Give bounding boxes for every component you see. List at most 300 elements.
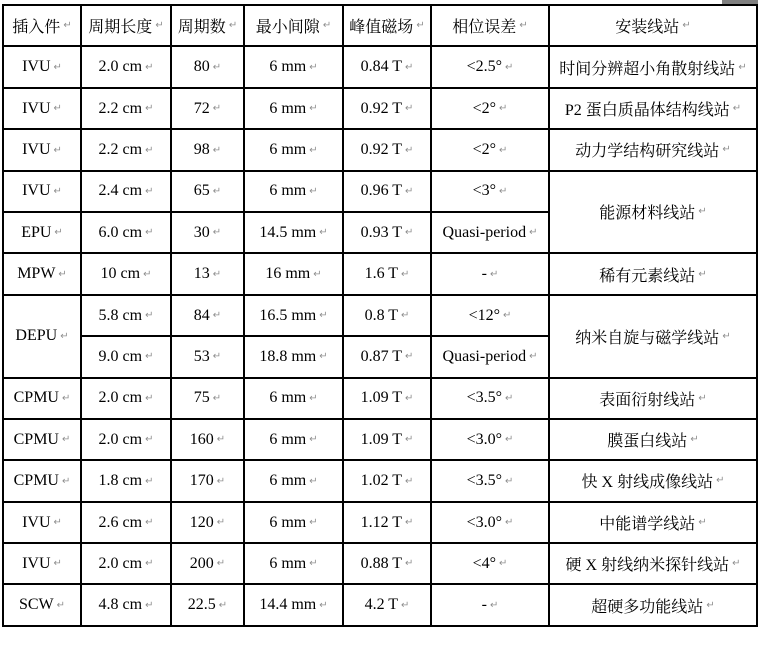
paragraph-mark-icon: ↵ xyxy=(309,61,318,73)
paragraph-mark-icon: ↵ xyxy=(212,185,222,197)
paragraph-mark-icon: ↵ xyxy=(309,392,318,404)
column-header-label: 最小间隙 xyxy=(255,19,320,37)
paragraph-mark-icon: ↵ xyxy=(53,517,62,529)
cell-peak-field xyxy=(343,295,431,336)
paragraph-mark-icon: ↵ xyxy=(145,103,154,115)
paragraph-mark-icon: ↵ xyxy=(505,475,514,487)
paragraph-mark-icon: ↵ xyxy=(698,516,707,528)
cell-period-length xyxy=(81,543,171,584)
paragraph-mark-icon: ↵ xyxy=(405,185,414,197)
cell-text: 1.6 T xyxy=(364,265,399,283)
cell-period-length xyxy=(81,212,171,253)
paragraph-mark-icon: ↵ xyxy=(212,61,222,73)
column-header-period-count xyxy=(171,5,244,46)
paragraph-mark-icon: ↵ xyxy=(529,227,538,239)
paragraph-mark-icon: ↵ xyxy=(322,20,332,32)
cell-text: 6 mm xyxy=(269,141,307,159)
cell-text: 9.0 cm xyxy=(98,347,143,365)
cell-period-length xyxy=(81,295,171,336)
paragraph-mark-icon: ↵ xyxy=(216,475,226,487)
paragraph-mark-icon: ↵ xyxy=(53,558,62,570)
cell-text: 1.09 T xyxy=(360,430,403,448)
cell-phase-error xyxy=(431,212,549,253)
cell-text: 6 mm xyxy=(269,389,307,407)
cell-peak-field xyxy=(343,584,431,625)
table-body xyxy=(3,46,757,625)
cell-text: IVU xyxy=(22,513,51,531)
paragraph-mark-icon: ↵ xyxy=(145,351,154,363)
paragraph-mark-icon: ↵ xyxy=(218,599,228,611)
cell-phase-error xyxy=(431,543,549,584)
paragraph-mark-icon: ↵ xyxy=(309,434,318,446)
cell-text: 120 xyxy=(189,513,214,531)
table-row xyxy=(3,378,757,419)
cell-phase-error xyxy=(431,46,549,87)
cell-text: 5.8 cm xyxy=(98,306,143,324)
cell-beamline xyxy=(549,378,757,419)
cell-period-count xyxy=(171,584,244,625)
paragraph-mark-icon: ↵ xyxy=(401,268,410,280)
paragraph-mark-icon: ↵ xyxy=(228,20,238,32)
cell-peak-field xyxy=(343,543,431,584)
cell-text: 22.5 xyxy=(187,596,216,614)
cell-period-count xyxy=(171,543,244,584)
paragraph-mark-icon: ↵ xyxy=(405,475,414,487)
cell-text: 18.8 mm xyxy=(259,347,317,365)
paragraph-mark-icon: ↵ xyxy=(499,558,508,570)
cell-text: IVU xyxy=(22,554,51,572)
paragraph-mark-icon: ↵ xyxy=(698,392,707,404)
cell-text: 4.2 T xyxy=(364,596,399,614)
paragraph-mark-icon: ↵ xyxy=(505,434,514,446)
cell-text: 75 xyxy=(193,389,210,407)
paragraph-mark-icon: ↵ xyxy=(145,61,154,73)
paragraph-mark-icon: ↵ xyxy=(53,61,62,73)
cell-text: 稀有元素线站 xyxy=(599,267,696,285)
paragraph-mark-icon: ↵ xyxy=(682,20,691,32)
cell-text: 6 mm xyxy=(269,182,307,200)
paragraph-mark-icon: ↵ xyxy=(212,227,222,239)
cell-period-length xyxy=(81,336,171,377)
paragraph-mark-icon: ↵ xyxy=(405,392,414,404)
cell-insertion-device xyxy=(3,543,81,584)
table-row xyxy=(3,502,757,543)
column-header-peak-field xyxy=(343,5,431,46)
cell-min-gap xyxy=(244,129,343,170)
cell-insertion-device xyxy=(3,253,81,294)
paragraph-mark-icon: ↵ xyxy=(212,392,222,404)
cell-phase-error xyxy=(431,378,549,419)
cell-text: 98 xyxy=(193,141,210,159)
paragraph-mark-icon: ↵ xyxy=(212,103,222,115)
cell-peak-field xyxy=(343,378,431,419)
cell-period-count xyxy=(171,46,244,87)
paragraph-mark-icon: ↵ xyxy=(212,310,222,322)
paragraph-mark-icon: ↵ xyxy=(145,392,154,404)
cell-phase-error xyxy=(431,336,549,377)
paragraph-mark-icon: ↵ xyxy=(145,434,154,446)
paragraph-mark-icon: ↵ xyxy=(405,434,414,446)
cell-peak-field xyxy=(343,46,431,87)
cell-min-gap xyxy=(244,336,343,377)
cell-insertion-device xyxy=(3,212,81,253)
table-row xyxy=(3,46,757,87)
paragraph-mark-icon: ↵ xyxy=(405,351,414,363)
cell-text: CPMU xyxy=(13,430,59,448)
cell-text: Quasi-period xyxy=(442,223,527,241)
cell-period-length xyxy=(81,46,171,87)
cell-text: 14.5 mm xyxy=(259,223,317,241)
cell-period-length xyxy=(81,378,171,419)
cell-text: 200 xyxy=(189,554,214,572)
cell-text: <3.5° xyxy=(466,472,503,490)
cell-peak-field xyxy=(343,460,431,501)
paragraph-mark-icon: ↵ xyxy=(212,351,222,363)
column-header-label: 安装线站 xyxy=(615,19,680,37)
column-header-label: 周期长度 xyxy=(88,19,153,37)
cell-text: 超硬多功能线站 xyxy=(591,598,704,616)
table-row xyxy=(3,88,757,129)
cell-text: 2.0 cm xyxy=(98,430,143,448)
cell-insertion-device xyxy=(3,295,81,378)
cell-phase-error xyxy=(431,502,549,543)
paragraph-mark-icon: ↵ xyxy=(319,599,328,611)
paragraph-mark-icon: ↵ xyxy=(405,558,414,570)
paragraph-mark-icon: ↵ xyxy=(489,599,499,611)
cell-peak-field xyxy=(343,171,431,212)
paragraph-mark-icon: ↵ xyxy=(499,185,508,197)
cell-text: 硬 X 射线纳米探针线站 xyxy=(565,557,730,575)
paragraph-mark-icon: ↵ xyxy=(405,61,414,73)
column-header-period-length xyxy=(81,5,171,46)
paragraph-mark-icon: ↵ xyxy=(145,185,154,197)
cell-text: DEPU xyxy=(15,327,58,345)
paragraph-mark-icon: ↵ xyxy=(145,144,154,156)
cell-peak-field xyxy=(343,253,431,294)
cell-insertion-device xyxy=(3,88,81,129)
cell-peak-field xyxy=(343,419,431,460)
cell-min-gap xyxy=(244,419,343,460)
cell-text: 2.2 cm xyxy=(98,99,143,117)
paragraph-mark-icon: ↵ xyxy=(216,558,226,570)
cell-text: 13 xyxy=(193,265,210,283)
cell-text: 6 mm xyxy=(269,513,307,531)
paragraph-mark-icon: ↵ xyxy=(54,227,63,239)
paragraph-mark-icon: ↵ xyxy=(732,102,742,114)
cell-text: <12° xyxy=(468,306,501,324)
paragraph-mark-icon: ↵ xyxy=(503,310,512,322)
cell-phase-error xyxy=(431,584,549,625)
cell-text: - xyxy=(481,265,487,283)
cell-text: 16 mm xyxy=(265,265,311,283)
table-row xyxy=(3,419,757,460)
paragraph-mark-icon: ↵ xyxy=(499,144,508,156)
column-header-insertion-device xyxy=(3,5,81,46)
paragraph-mark-icon: ↵ xyxy=(489,268,499,280)
cell-period-length xyxy=(81,584,171,625)
column-header-min-gap xyxy=(244,5,343,46)
cell-min-gap xyxy=(244,295,343,336)
cell-text: 表面衍射线站 xyxy=(599,391,696,409)
cell-text: 1.09 T xyxy=(360,389,403,407)
cell-text: 0.92 T xyxy=(360,99,403,117)
cell-peak-field xyxy=(343,129,431,170)
paragraph-mark-icon: ↵ xyxy=(145,517,154,529)
cell-text: 0.96 T xyxy=(360,182,403,200)
cell-min-gap xyxy=(244,253,343,294)
cell-phase-error xyxy=(431,460,549,501)
cell-period-length xyxy=(81,502,171,543)
cell-text: IVU xyxy=(22,182,51,200)
cell-period-count xyxy=(171,88,244,129)
cell-text: <2° xyxy=(472,99,497,117)
cell-text: 能源材料线站 xyxy=(599,205,696,223)
paragraph-mark-icon: ↵ xyxy=(143,268,152,280)
cell-peak-field xyxy=(343,212,431,253)
cell-peak-field xyxy=(343,502,431,543)
cell-period-count xyxy=(171,502,244,543)
cell-text: 6 mm xyxy=(269,99,307,117)
paragraph-mark-icon: ↵ xyxy=(401,599,410,611)
table-row xyxy=(3,253,757,294)
paragraph-mark-icon: ↵ xyxy=(63,20,72,32)
paragraph-mark-icon: ↵ xyxy=(145,310,154,322)
cell-text: 0.88 T xyxy=(360,554,403,572)
cell-period-count xyxy=(171,378,244,419)
cell-text: 2.0 cm xyxy=(98,58,143,76)
cell-beamline xyxy=(549,419,757,460)
cell-insertion-device xyxy=(3,502,81,543)
cell-text: 1.12 T xyxy=(360,513,403,531)
paragraph-mark-icon: ↵ xyxy=(212,268,222,280)
cell-text: 84 xyxy=(193,306,210,324)
cell-text: 2.6 cm xyxy=(98,513,143,531)
column-header-phase-error xyxy=(431,5,549,46)
table-header-row xyxy=(3,5,757,46)
paragraph-mark-icon: ↵ xyxy=(309,558,318,570)
paragraph-mark-icon: ↵ xyxy=(505,517,514,529)
cell-period-count xyxy=(171,129,244,170)
paragraph-mark-icon: ↵ xyxy=(716,475,725,487)
cell-min-gap xyxy=(244,460,343,501)
column-header-label: 峰值磁场 xyxy=(349,19,414,37)
cell-phase-error xyxy=(431,88,549,129)
cell-period-length xyxy=(81,253,171,294)
cell-period-length xyxy=(81,419,171,460)
paragraph-mark-icon: ↵ xyxy=(319,227,328,239)
paragraph-mark-icon: ↵ xyxy=(505,61,514,73)
cell-peak-field xyxy=(343,336,431,377)
cell-text: Quasi-period xyxy=(442,347,527,365)
cell-text: CPMU xyxy=(13,472,59,490)
paragraph-mark-icon: ↵ xyxy=(319,310,328,322)
cell-text: 膜蛋白线站 xyxy=(607,433,688,451)
paragraph-mark-icon: ↵ xyxy=(216,434,226,446)
cell-insertion-device xyxy=(3,419,81,460)
cell-min-gap xyxy=(244,584,343,625)
cell-text: <3.0° xyxy=(466,513,503,531)
paragraph-mark-icon: ↵ xyxy=(61,392,71,404)
cell-period-length xyxy=(81,88,171,129)
cell-text: 160 xyxy=(189,430,214,448)
cell-text: 1.02 T xyxy=(360,472,403,490)
cell-beamline xyxy=(549,253,757,294)
cell-min-gap xyxy=(244,378,343,419)
cell-period-count xyxy=(171,295,244,336)
cell-text: 0.87 T xyxy=(360,347,403,365)
paragraph-mark-icon: ↵ xyxy=(405,103,414,115)
cell-text: 6 mm xyxy=(269,472,307,490)
column-header-label: 周期数 xyxy=(177,19,226,37)
paragraph-mark-icon: ↵ xyxy=(309,103,318,115)
cell-text: 2.4 cm xyxy=(98,182,143,200)
paragraph-mark-icon: ↵ xyxy=(505,392,514,404)
cell-beamline xyxy=(549,171,757,254)
cell-min-gap xyxy=(244,212,343,253)
cell-beamline xyxy=(549,460,757,501)
cell-text: 6 mm xyxy=(269,58,307,76)
cell-text: 2.0 cm xyxy=(98,389,143,407)
cell-text: 14.4 mm xyxy=(259,596,317,614)
cell-text: 2.2 cm xyxy=(98,141,143,159)
cell-text: P2 蛋白质晶体结构线站 xyxy=(564,101,730,119)
cell-phase-error xyxy=(431,171,549,212)
cell-period-count xyxy=(171,171,244,212)
cell-insertion-device xyxy=(3,378,81,419)
paragraph-mark-icon: ↵ xyxy=(738,61,747,73)
paragraph-mark-icon: ↵ xyxy=(499,103,508,115)
cell-text: <3.5° xyxy=(466,389,503,407)
table-row xyxy=(3,584,757,625)
cell-peak-field xyxy=(343,88,431,129)
cell-period-count xyxy=(171,460,244,501)
paragraph-mark-icon: ↵ xyxy=(145,558,154,570)
cell-insertion-device xyxy=(3,129,81,170)
cell-period-length xyxy=(81,129,171,170)
cell-text: 6.0 cm xyxy=(98,223,143,241)
paragraph-mark-icon: ↵ xyxy=(706,599,715,611)
paragraph-mark-icon: ↵ xyxy=(61,434,71,446)
cell-text: 1.8 cm xyxy=(98,472,143,490)
cell-period-count xyxy=(171,419,244,460)
column-header-beamline xyxy=(549,5,757,46)
cell-beamline xyxy=(549,543,757,584)
cell-text: 6 mm xyxy=(269,430,307,448)
paragraph-mark-icon: ↵ xyxy=(319,351,328,363)
cell-text: 0.92 T xyxy=(360,141,403,159)
cell-phase-error xyxy=(431,129,549,170)
paragraph-mark-icon: ↵ xyxy=(155,20,164,32)
cell-insertion-device xyxy=(3,171,81,212)
cell-period-count xyxy=(171,336,244,377)
paragraph-mark-icon: ↵ xyxy=(145,599,154,611)
cell-min-gap xyxy=(244,502,343,543)
table-head xyxy=(3,5,757,46)
cell-text: 0.84 T xyxy=(360,58,403,76)
column-header-label: 相位误差 xyxy=(452,19,517,37)
cell-min-gap xyxy=(244,543,343,584)
cell-text: 0.93 T xyxy=(360,223,403,241)
paragraph-mark-icon: ↵ xyxy=(212,144,222,156)
cell-text: EPU xyxy=(21,223,52,241)
paragraph-mark-icon: ↵ xyxy=(416,20,425,32)
table-row xyxy=(3,460,757,501)
paragraph-mark-icon: ↵ xyxy=(405,144,414,156)
cell-text: SCW xyxy=(18,596,54,614)
cell-beamline xyxy=(549,129,757,170)
paragraph-mark-icon: ↵ xyxy=(53,185,62,197)
cell-beamline xyxy=(549,295,757,378)
paragraph-mark-icon: ↵ xyxy=(216,517,226,529)
cell-beamline xyxy=(549,46,757,87)
paragraph-mark-icon: ↵ xyxy=(698,206,707,218)
cell-insertion-device xyxy=(3,460,81,501)
cell-text: 纳米自旋与磁学线站 xyxy=(575,329,720,347)
paragraph-mark-icon: ↵ xyxy=(309,517,318,529)
cell-text: 快 X 射线成像线站 xyxy=(581,474,714,492)
cell-text: 0.8 T xyxy=(364,306,399,324)
paragraph-mark-icon: ↵ xyxy=(145,475,154,487)
paragraph-mark-icon: ↵ xyxy=(309,144,318,156)
cell-text: <2° xyxy=(472,141,497,159)
cell-period-count xyxy=(171,253,244,294)
cell-min-gap xyxy=(244,46,343,87)
paragraph-mark-icon: ↵ xyxy=(698,268,707,280)
cell-phase-error xyxy=(431,419,549,460)
cell-text: IVU xyxy=(22,141,51,159)
cell-period-length xyxy=(81,460,171,501)
cell-text: 170 xyxy=(189,472,214,490)
cell-text: <3.0° xyxy=(466,430,503,448)
paragraph-mark-icon: ↵ xyxy=(401,310,410,322)
cell-beamline xyxy=(549,584,757,625)
cell-phase-error xyxy=(431,295,549,336)
cell-text: MPW xyxy=(17,265,56,283)
cell-min-gap xyxy=(244,88,343,129)
cell-text: CPMU xyxy=(13,389,59,407)
cell-insertion-device xyxy=(3,584,81,625)
insertion-device-table xyxy=(2,4,758,627)
cell-insertion-device xyxy=(3,46,81,87)
cell-text: 4.8 cm xyxy=(98,596,143,614)
paragraph-mark-icon: ↵ xyxy=(56,599,66,611)
cell-beamline xyxy=(549,502,757,543)
paragraph-mark-icon: ↵ xyxy=(690,434,699,446)
paragraph-mark-icon: ↵ xyxy=(529,351,538,363)
cell-text: <3° xyxy=(472,182,497,200)
cell-min-gap xyxy=(244,171,343,212)
table-row xyxy=(3,129,757,170)
paragraph-mark-icon: ↵ xyxy=(722,330,731,342)
cell-text: IVU xyxy=(22,99,51,117)
column-header-label: 插入件 xyxy=(12,19,61,37)
cell-text: 中能谱学线站 xyxy=(599,515,696,533)
paragraph-mark-icon: ↵ xyxy=(61,475,71,487)
cell-text: 动力学结构研究线站 xyxy=(575,143,720,161)
cell-period-count xyxy=(171,212,244,253)
paragraph-mark-icon: ↵ xyxy=(58,268,67,280)
cell-period-length xyxy=(81,171,171,212)
paragraph-mark-icon: ↵ xyxy=(60,330,69,342)
cell-text: 72 xyxy=(193,99,210,117)
paragraph-mark-icon: ↵ xyxy=(405,227,414,239)
cell-text: <4° xyxy=(472,554,497,572)
paragraph-mark-icon: ↵ xyxy=(145,227,154,239)
paragraph-mark-icon: ↵ xyxy=(722,144,731,156)
table-row xyxy=(3,543,757,584)
cell-text: IVU xyxy=(22,58,51,76)
cell-text: 时间分辨超小角散射线站 xyxy=(559,60,736,78)
